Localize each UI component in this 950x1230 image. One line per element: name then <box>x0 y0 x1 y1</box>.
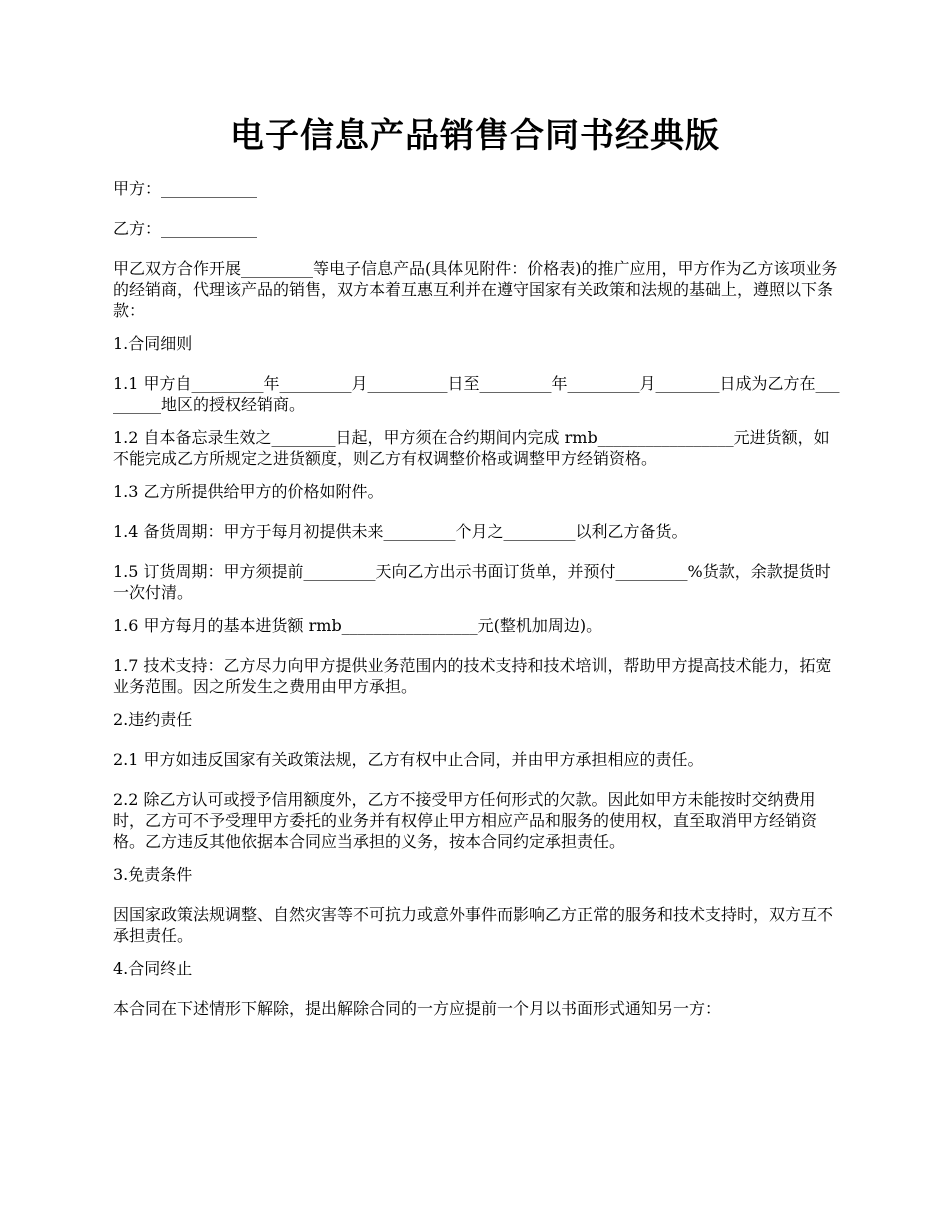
clause-1-1: 1.1 甲方自_________年_________月__________日至_________年_________月________日成为乙方在_________地区的授权经销商。 <box>113 374 840 414</box>
section-heading-4: 4.合同终止 <box>113 959 193 978</box>
clause-4-intro: 本合同在下述情形下解除，提出解除合同的一方应提前一个月以书面形式通知另一方： <box>113 999 722 1018</box>
clause-1-5: 1.5 订货周期：甲方须提前_________天向乙方出示书面订货单，并预付_________%货款，余款提货时一次付清。 <box>113 562 831 602</box>
document-title: 电子信息产品销售合同书经典版 <box>230 116 720 156</box>
section-heading-2: 2.违约责任 <box>113 710 193 729</box>
clause-3-text: 因国家政策法规调整、自然灾害等不可抗力或意外事件而影响乙方正常的服务和技术支持时，双方互不承担责任。 <box>113 905 834 945</box>
section-heading-3: 3.免责条件 <box>113 865 193 884</box>
clause-2-2: 2.2 除乙方认可或授予信用额度外，乙方不接受甲方任何形式的欠款。因此如甲方未能按时交纳费用时，乙方可不予受理甲方委托的业务并有权停止甲方相应产品和服务的使用权，直至取消甲方经销资格。乙方违反其他依据本合同应当承担的义务，按本合同约定承担责任。 <box>113 790 818 851</box>
clause-1-4: 1.4 备货周期：甲方于每月初提供未来_________个月之_________以利乙方备货。 <box>113 522 688 541</box>
preamble-paragraph: 甲乙双方合作开展_________等电子信息产品(具体见附件：价格表)的推广应用，甲方作为乙方该项业务的经销商，代理该产品的销售，双方本着互惠互利并在遵守国家有关政策和法规的基础上，遵照以下条款： <box>113 259 838 320</box>
section-heading-1: 1.合同细则 <box>113 334 193 353</box>
clause-1-6: 1.6 甲方每月的基本进货额 rmb_________________元(整机加周边)。 <box>113 616 603 635</box>
clause-1-2: 1.2 自本备忘录生效之________日起，甲方须在合约期间内完成 rmb_________________元进货额，如不能完成乙方所规定之进货额度，则乙方有权调整价格或调整甲方经销资格。 <box>113 428 830 468</box>
document-body <box>113 178 845 1038</box>
clause-2-1: 2.1 甲方如违反国家有关政策法规，乙方有权中止合同，并由甲方承担相应的责任。 <box>113 750 704 769</box>
clause-1-7: 1.7 技术支持：乙方尽力向甲方提供业务范围内的技术支持和技术培训，帮助甲方提高技术能力，拓宽业务范围。因之所发生之费用由甲方承担。 <box>113 656 832 696</box>
clause-1-3: 1.3 乙方所提供给甲方的价格如附件。 <box>113 482 384 501</box>
party-b-line: 乙方：____________ <box>113 219 258 238</box>
party-a-line: 甲方：____________ <box>113 179 258 198</box>
